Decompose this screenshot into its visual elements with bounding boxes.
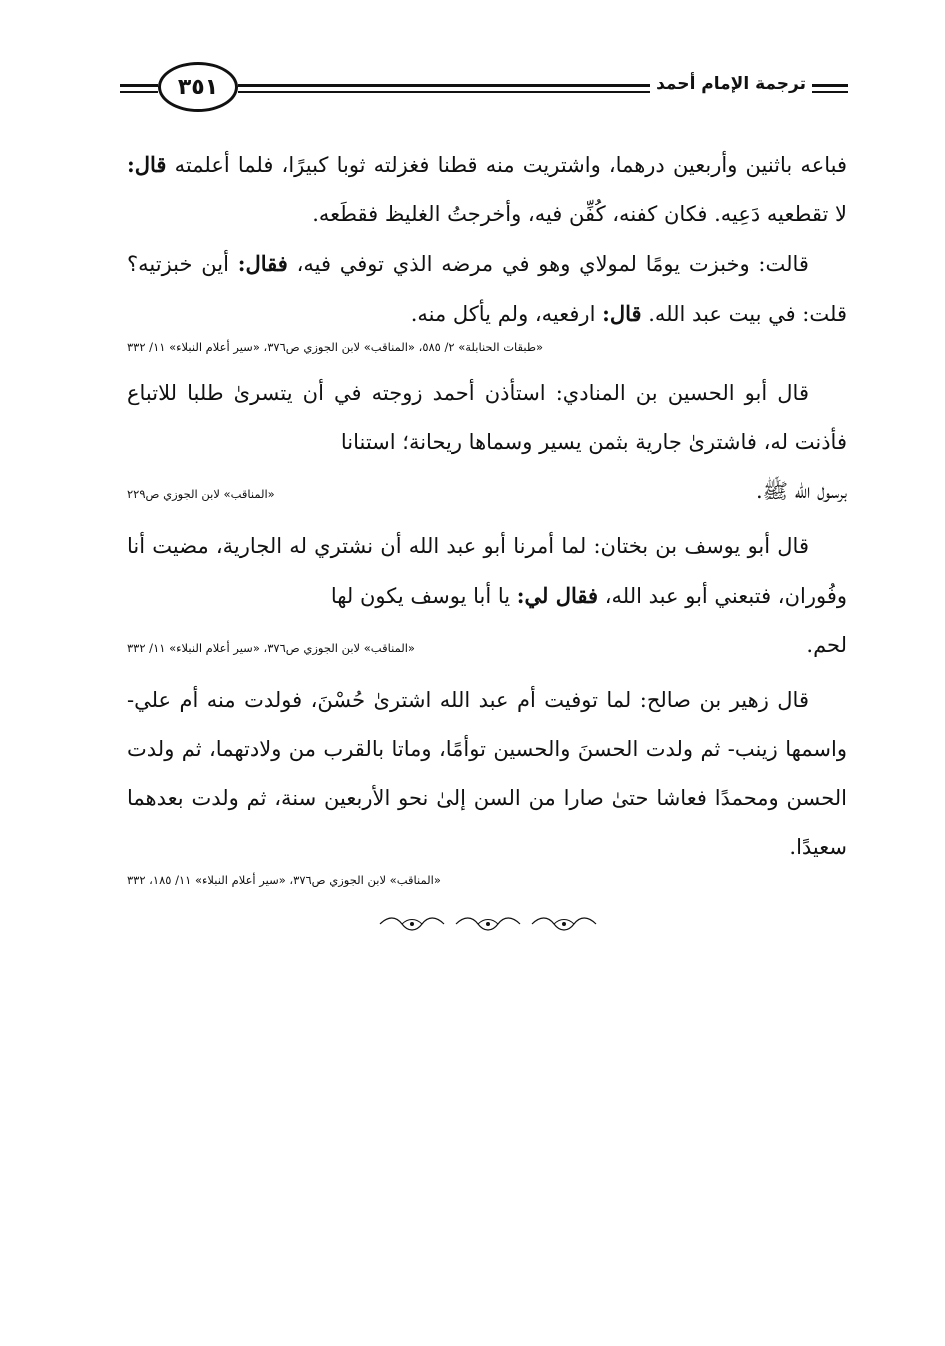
- paragraph-2: [127, 239, 847, 339]
- page-header: [120, 62, 848, 114]
- paragraph-1: [127, 140, 847, 239]
- paragraph-1-line-2: لا تقطعيه دَعِيه. فكان كفنه، كُفِّن فيه، وأخرجتُ الغليظ فقطَعه.: [312, 202, 847, 226]
- paragraph-4-text-b: يا أبا يوسف يكون لها: [330, 584, 511, 608]
- paragraph-4-text-a: قال أبو يوسف بن بختان: لما أمرنا أبو عبد الله أن نشتري له الجارية، مضيت أنا وفُوران، فتبعني أبو عبد الله،: [127, 534, 847, 608]
- ornament-icon: [530, 915, 598, 933]
- said-label: فقال:: [237, 251, 288, 276]
- said-label: قال:: [602, 301, 642, 326]
- running-title: ترجمة الإمام أحمد: [650, 74, 812, 94]
- paragraph-3: قال أبو الحسين بن المنادي: استأذن أحمد زوجته في أن يتسرىٰ طلبا للاتباع فأذنت له، فاشترىٰ جارية بثمن يسير وسماها ريحانة؛ استنانا: [127, 381, 847, 454]
- paragraph-2-text-c: ارفعيه، ولم يأكل منه.: [410, 302, 596, 326]
- paragraph-4-tail-row: [127, 621, 847, 670]
- paragraph-5: قال زهير بن صالح: لما توفيت أم عبد الله اشترىٰ حُسْنَ، فولدت منه أم علي- واسمها زينب- ثم ولدت الحسنَ والحسين توأمًا، وماتا بالقرب من ولادتهما، ثم ولدت الحسن ومحمدًا فعاشا حتىٰ صارا من السن إلىٰ نحو الأربعين سنة، ثم ولدت بعدهما سعيدًا.: [127, 688, 847, 859]
- paragraph-3-tail: برسول الله ﷺ.: [755, 479, 847, 503]
- paragraph-4: [127, 522, 847, 621]
- ornament-icon: [378, 915, 446, 933]
- paragraph-4-tail: لحم.: [806, 633, 847, 657]
- source-citation: «المناقب» لابن الجوزي ص٢٢٩: [127, 487, 275, 501]
- page-number: ٣٥١: [158, 62, 238, 112]
- source-citation: «المناقب» لابن الجوزي ص٣٧٦، «سير أعلام النبلاء» ١١/ ٣٣٢: [127, 641, 415, 655]
- ornament-icon: [454, 915, 522, 933]
- header-rule-left-thin: [120, 91, 158, 93]
- paragraph-2-text-b: أين خبزتيه؟ قلت: في بيت عبد الله.: [127, 252, 847, 326]
- source-citation: «المناقب» لابن الجوزي ص٣٧٦، «سير أعلام النبلاء» ١١/ ١٨٥، ٣٣٢: [127, 873, 441, 887]
- said-label: فقال لي:: [516, 583, 599, 608]
- main-text: [127, 140, 847, 902]
- paragraph-2-text-a: قالت: وخبزت يومًا لمولاي وهو في مرضه الذي توفي فيه،: [296, 252, 809, 276]
- paragraph-3-tail-row: [127, 467, 847, 516]
- source-citation: «طبقات الحنابلة» ٢/ ٥٨٥، «المناقب» لابن الجوزي ص٣٧٦، «سير أعلام النبلاء» ١١/ ٣٣٢: [127, 340, 544, 354]
- ornament-divider: [378, 912, 598, 936]
- header-rule-left: [120, 84, 158, 87]
- said-label: قال:: [127, 152, 167, 177]
- paragraph-1-line-1: فباعه باثنين وأربعين درهما، واشتريت منه قطنا فغزلته ثوبا كبيرًا، فلما أعلمته: [174, 153, 847, 177]
